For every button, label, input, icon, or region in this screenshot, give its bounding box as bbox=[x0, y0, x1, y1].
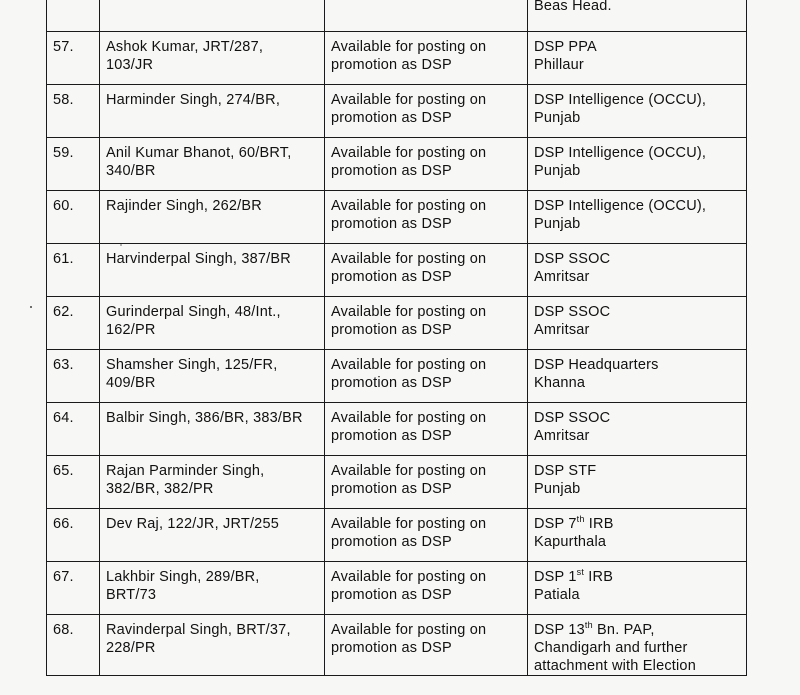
ordinal-suffix: th bbox=[576, 514, 585, 525]
scan-speck bbox=[30, 306, 32, 308]
ordinal-suffix: st bbox=[576, 567, 585, 578]
serial-cell: 66. bbox=[47, 509, 100, 562]
posting-cell: DSP Intelligence (OCCU), Punjab bbox=[528, 191, 747, 244]
officer-name-cell: Rajinder Singh, 262/BR bbox=[100, 191, 325, 244]
officer-name-cell: Harminder Singh, 274/BR, bbox=[100, 85, 325, 138]
status-cell: Available for posting on promotion as DSP bbox=[325, 85, 528, 138]
status-cell: Available for posting on promotion as DSP bbox=[325, 350, 528, 403]
serial-cell: 57. bbox=[47, 32, 100, 85]
officer-name-cell: Ashok Kumar, JRT/287, 103/JR bbox=[100, 32, 325, 85]
serial-cell: 59. bbox=[47, 138, 100, 191]
table-row bbox=[47, 244, 747, 297]
serial-cell: 61. bbox=[47, 244, 100, 297]
table-row bbox=[47, 562, 747, 615]
officer-name-cell: Gurinderpal Singh, 48/Int., 162/PR bbox=[100, 297, 325, 350]
status-cell: Available for posting on promotion as DSP bbox=[325, 191, 528, 244]
status-cell: Available for posting on promotion as DSP bbox=[325, 615, 528, 676]
posting-cell: DSP Headquarters Khanna bbox=[528, 350, 747, 403]
officer-name-cell: Balbir Singh, 386/BR, 383/BR bbox=[100, 403, 325, 456]
table-row bbox=[47, 403, 747, 456]
officer-name-cell: Shamsher Singh, 125/FR, 409/BR bbox=[100, 350, 325, 403]
serial-cell: 64. bbox=[47, 403, 100, 456]
table-row bbox=[47, 297, 747, 350]
status-cell: Available for posting on promotion as DSP bbox=[325, 562, 528, 615]
table-row bbox=[47, 32, 747, 85]
table-row bbox=[47, 615, 747, 676]
status-cell bbox=[325, 0, 528, 32]
status-cell: Available for posting on promotion as DSP bbox=[325, 509, 528, 562]
officer-name-cell: Anil Kumar Bhanot, 60/BRT, 340/BR bbox=[100, 138, 325, 191]
table-row bbox=[47, 138, 747, 191]
posting-table bbox=[46, 0, 747, 676]
posting-text-prefix: DSP 1 bbox=[534, 569, 577, 585]
officer-name-cell: Ravinderpal Singh, BRT/37, 228/PR bbox=[100, 615, 325, 676]
posting-text-rest: IRB Kapurthala bbox=[534, 516, 614, 550]
posting-text-rest: Bn. PAP, Chandigarh and further attachment with Election bbox=[534, 622, 696, 674]
table-row bbox=[47, 456, 747, 509]
status-cell: Available for posting on promotion as DSP bbox=[325, 32, 528, 85]
posting-cell: DSP STF Punjab bbox=[528, 456, 747, 509]
posting-cell bbox=[528, 562, 747, 615]
posting-cell bbox=[528, 615, 747, 676]
posting-cell bbox=[528, 509, 747, 562]
serial-cell: 60. bbox=[47, 191, 100, 244]
serial-cell: 65. bbox=[47, 456, 100, 509]
officer-name-cell bbox=[100, 0, 325, 32]
posting-cell: Beas Head. bbox=[528, 0, 747, 32]
serial-cell: 62. bbox=[47, 297, 100, 350]
posting-cell: DSP PPA Phillaur bbox=[528, 32, 747, 85]
officer-name-cell: Harvinderpal Singh, 387/BR bbox=[100, 244, 325, 297]
table-row bbox=[47, 509, 747, 562]
officer-name-cell: Dev Raj, 122/JR, JRT/255 bbox=[100, 509, 325, 562]
table-row bbox=[47, 85, 747, 138]
table-row bbox=[47, 191, 747, 244]
serial-cell: 67. bbox=[47, 562, 100, 615]
posting-cell: DSP Intelligence (OCCU), Punjab bbox=[528, 138, 747, 191]
ordinal-suffix: th bbox=[584, 620, 593, 631]
posting-text-rest: IRB Patiala bbox=[534, 569, 614, 603]
status-cell: Available for posting on promotion as DSP bbox=[325, 297, 528, 350]
posting-cell: DSP SSOC Amritsar bbox=[528, 244, 747, 297]
officer-name-cell: Lakhbir Singh, 289/BR, BRT/73 bbox=[100, 562, 325, 615]
status-cell: Available for posting on promotion as DSP bbox=[325, 138, 528, 191]
status-cell: Available for posting on promotion as DSP bbox=[325, 456, 528, 509]
serial-cell: 58. bbox=[47, 85, 100, 138]
posting-cell: DSP SSOC Amritsar bbox=[528, 403, 747, 456]
posting-cell: DSP SSOC Amritsar bbox=[528, 297, 747, 350]
serial-cell: 63. bbox=[47, 350, 100, 403]
posting-cell: DSP Intelligence (OCCU), Punjab bbox=[528, 85, 747, 138]
status-cell: Available for posting on promotion as DSP bbox=[325, 244, 528, 297]
posting-text-prefix: DSP 13 bbox=[534, 622, 585, 638]
serial-cell bbox=[47, 0, 100, 32]
officer-name-cell: Rajan Parminder Singh, 382/BR, 382/PR bbox=[100, 456, 325, 509]
table-row bbox=[47, 0, 747, 32]
status-cell: Available for posting on promotion as DSP bbox=[325, 403, 528, 456]
table-row bbox=[47, 350, 747, 403]
serial-cell: 68. bbox=[47, 615, 100, 676]
posting-text-prefix: DSP 7 bbox=[534, 516, 577, 532]
